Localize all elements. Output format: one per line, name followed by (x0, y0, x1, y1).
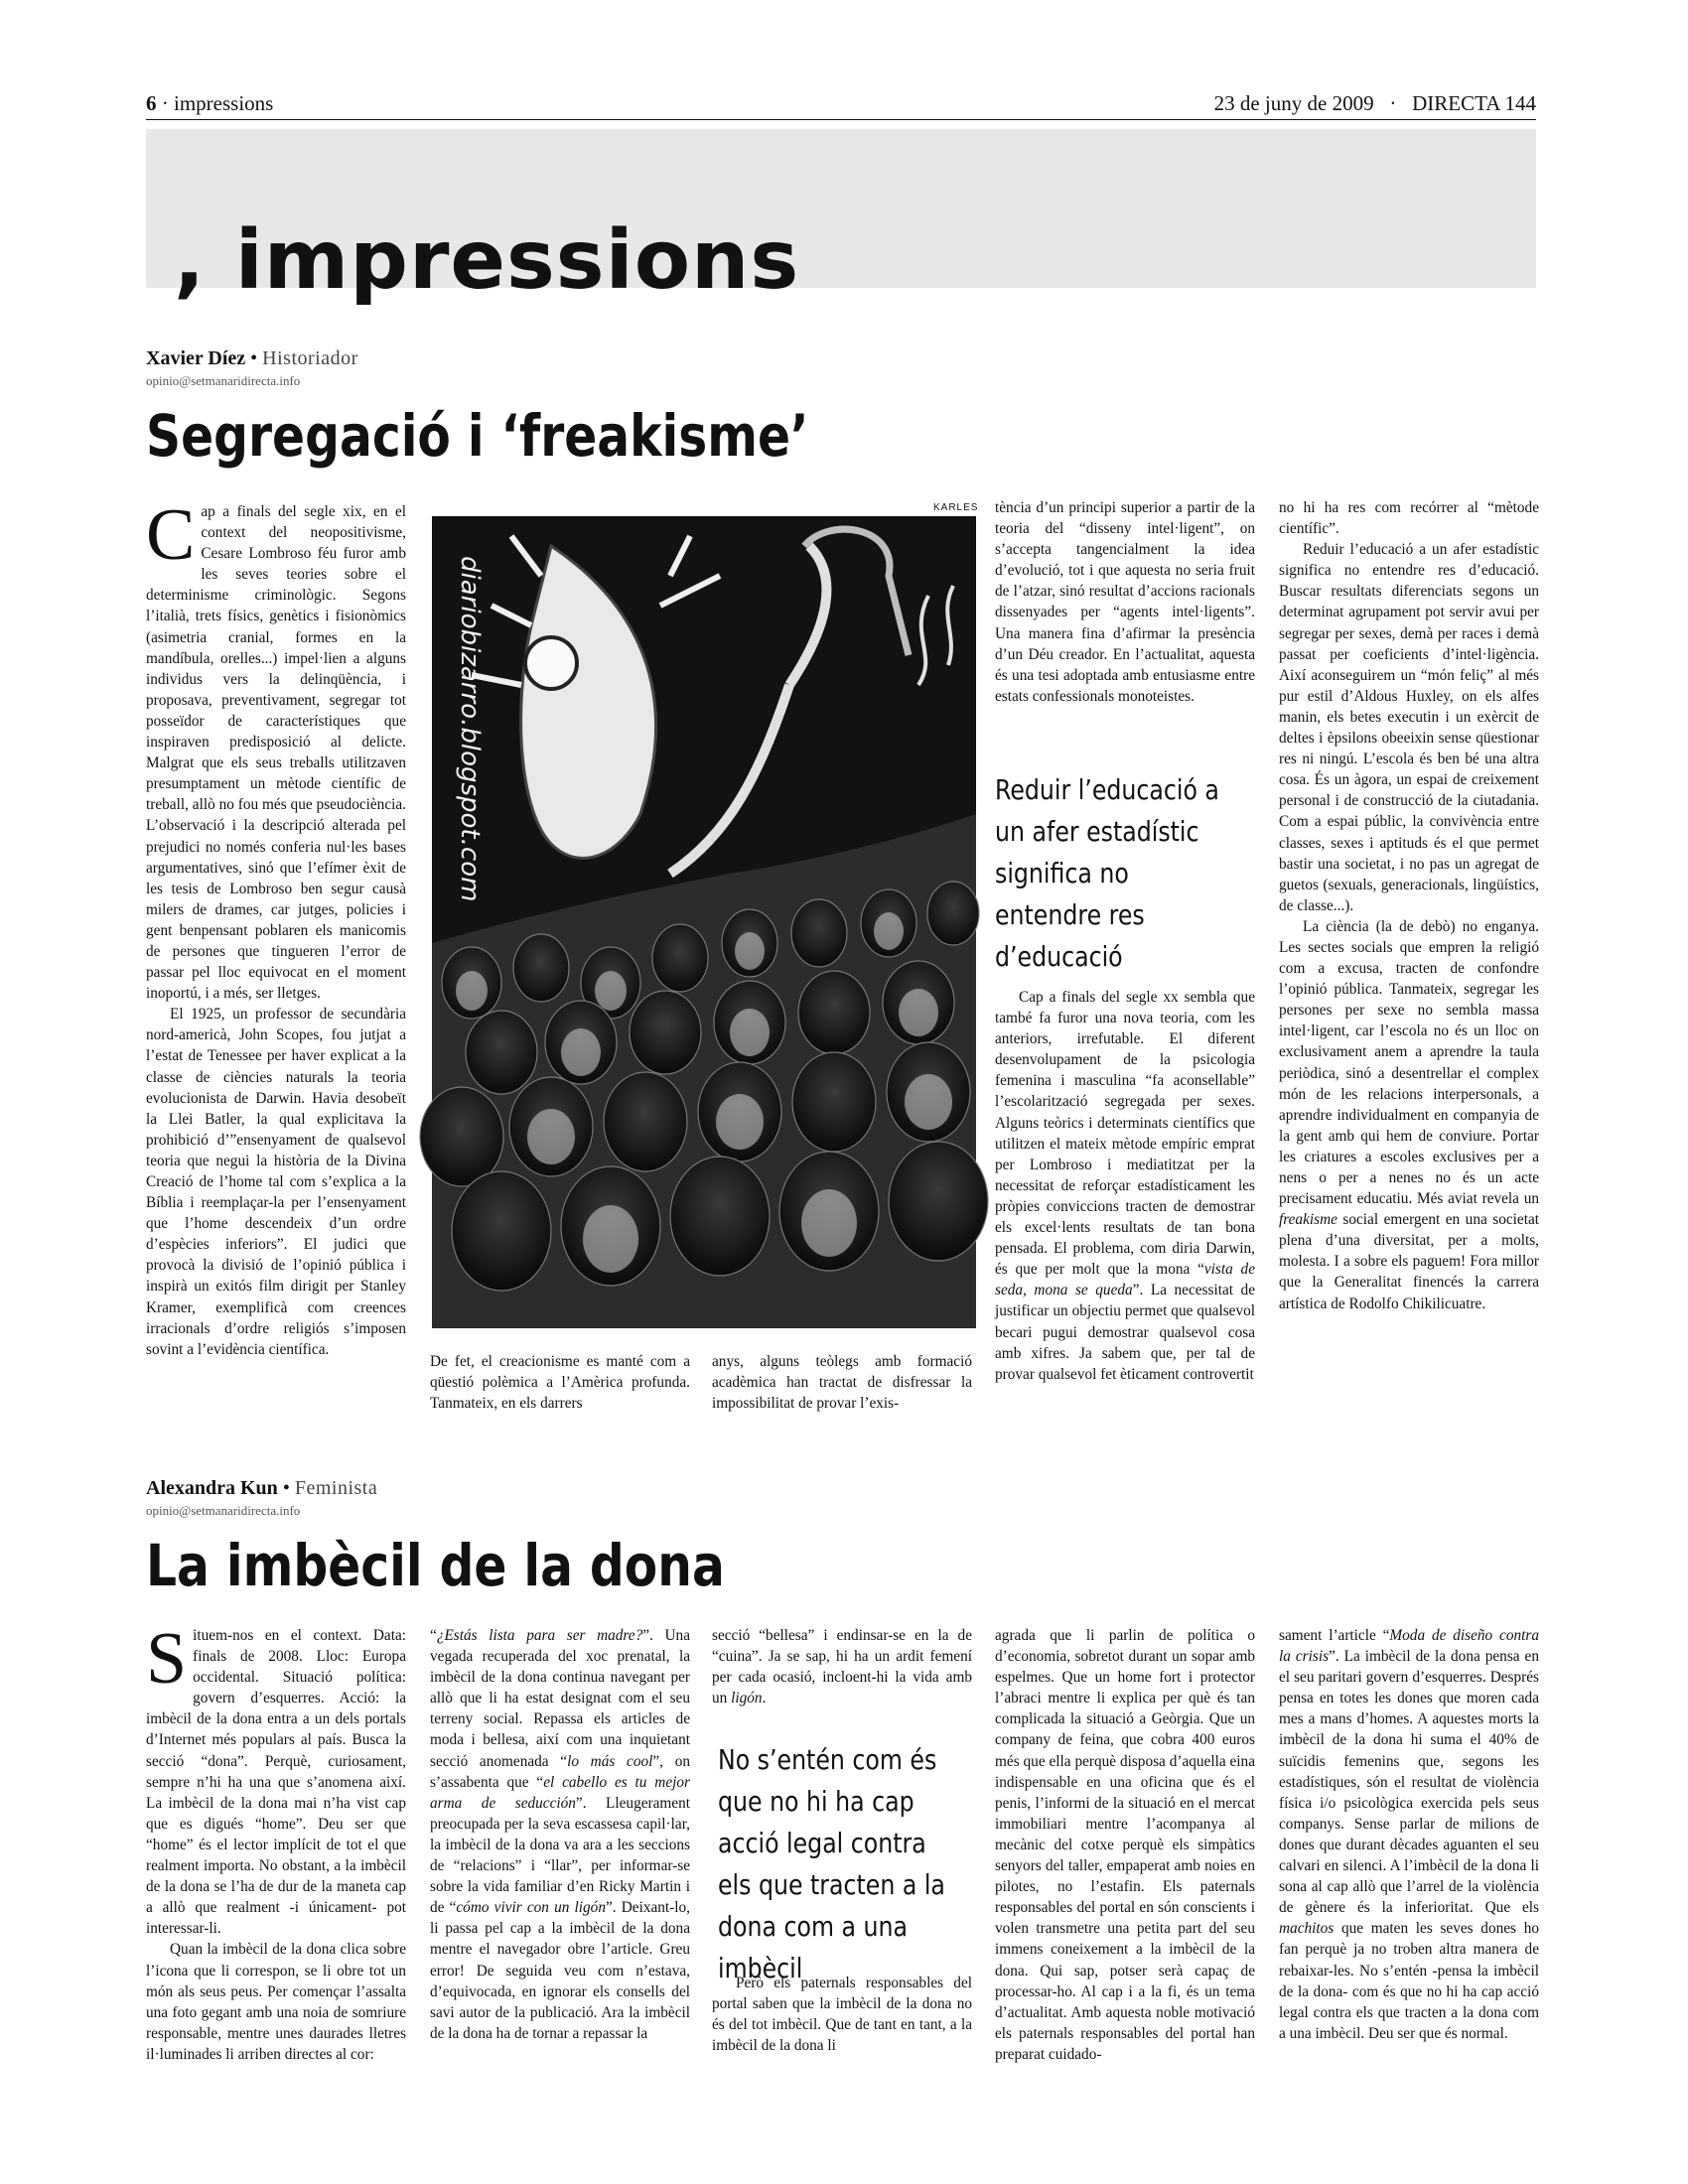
date-separator: · (1389, 91, 1397, 115)
article1-column-4-top (995, 497, 1255, 751)
issue-date: 23 de juny de 2009 (1213, 91, 1374, 115)
article1-headline: Segregació i ‘freakisme’ (146, 402, 809, 470)
article2-column-3-bottom (712, 1973, 972, 2055)
article2-col2-quote-mark: “ (430, 1627, 437, 1644)
article1-column-1 (146, 494, 406, 1434)
article1-col4-text-b: ”. La necessitat de justificar un objectiu permet que qualsevol becari pugui demostrar qualsevol cosa amb xifres. Ja sabem que, per tal de provar qualsevol fet èticament controvertit (995, 1282, 1255, 1383)
article1-column-2: De fet, el creacionisme es manté com a qüestió polèmica a l’Amèrica profunda. Tanmateix, en els darrers (430, 1353, 690, 1413)
image-credit: KARLES (933, 502, 979, 513)
article1-drop-cap: C (146, 494, 196, 576)
section-name: impressions (174, 91, 274, 115)
publication-name: DIRECTA 144 (1412, 91, 1536, 115)
article2-column-5 (1279, 1625, 1539, 2042)
article2-col5-text-a: sament l’article “ (1279, 1627, 1390, 1644)
article2-email: opinio@setmanaridirecta.info (146, 1503, 301, 1518)
article2-col4-paragraph: agrada que li parlin de política o d’economia, sobretot durant un sopar amb espelmes. Que un home fort i protector l’abraci mentre li explica per què és tan complicada la situació a Geòrgia. Que un company de feina, que cobra 400 euros més que ella perquè disposa d’aquella eina indispensable en una oficina que és el penis, l’informi de la situació en el mercat immobiliari mentre l’acompanya al mecànic del cotxe perquè els simpàtics senyors del taller, empaperat amb noies en pilotes, no l’estafin. Els paternals responsables del portal en són conscients i volen transmetre una petita part del seu immens coneixement a la imbècil de la dona. Qui sap, potser serà capaç de processar-ho. Al cap i a la fi, és un tema d’actualitat. Amb aquesta noble motivació els paternals responsables del portal han preparat cuidado- (995, 1627, 1255, 2063)
article2-col2-em-3: el cabello es tu mejor arma de seducción (430, 1773, 690, 1812)
article2-col3-em: ligón (731, 1690, 763, 1707)
article1-col5-paragraph-2: Reduir l’educació a un afer estadístic significa no entendre res d’educació. Buscar resultats diferenciats segons un determinat agrupament pot servir avui per segregar per sexes, demà per races i demà passat per coeficients d’intel·ligència. Així aconseguirem un “món feliç” al més pur estil d’Aldous Huxley, on els alfes manin, els betes executin i un exèrcit de deltes i èpsilons obeeixin sense qüestionar res ni ningú. L’escola és ben bé una altra cosa. És un àgora, un espai de creixement personal i de construcció de la ciutadania. Com a espai públic, la convivència entre classes, sexes i aptituds és el que permet bastir una societat, i no pas un agregat de guetos (sexuals, generacionals, lingüístics, de classe...). (1279, 541, 1539, 914)
article2-col5-text-c: que maten les seves dones ho fan perquè ja no troben altra manera de rebaixar-les. No s’entén -pensa la imbècil de la dona- com és que no hi ha cap acció legal contra els que tracten a la dona com a una imbècil. Deu ser que és normal. (1279, 1920, 1539, 2042)
article1-column-5 (1279, 497, 1539, 1431)
section-banner-title: , impressions (174, 213, 800, 308)
article2-byline (146, 1477, 377, 1500)
article2-col5-text-b: ”. La imbècil de la dona pensa en el seu paritari govern d’esquerres. Després pensa en totes les dones que moren cada mes a mans d’homes. A aquestes morts la imbècil de la dona hi suma el 40% de suïcidis femenins que, segons les estadístiques, són el resultat de violència física i/o psicològica exercida pels seus companys. Sense parlar de milions de dones que durant dècades aguanten el seu calvari en silenci. A l’imbècil de la dona li sona al cap allò que l’arrel de la violència de gènere és la inferioritat. Que els (1279, 1648, 1539, 1917)
header-separator: · (161, 91, 169, 115)
article2-col5-em-2: machitos (1279, 1920, 1335, 1938)
article1-byline (146, 347, 358, 370)
article2-col3-paragraph: Però els paternals responsables del portal saben que la imbècil de la dona no és del tot imbècil. Que de tant en tant, a la imbècil de la dona li (712, 1975, 972, 2055)
illustration-graffiti: diariobizarro.blogspot.com (455, 556, 485, 902)
header-left (146, 91, 273, 116)
article2-role: Feminista (294, 1477, 378, 1499)
article2-col2-em-1: ¿Estás lista para ser madre? (436, 1627, 643, 1644)
header-right (1214, 91, 1536, 116)
article2-paragraph-2: Quan la imbècil de la dona clica sobre l’icona que li correspon, se li obre tot un món als seus peus. Per començar l’assalta una foto gegant amb una noia de somriure responsable, mentre unes daurades lletres il·luminades li arriben directes al cor: (146, 1941, 406, 2063)
article2-column-3-top (712, 1625, 972, 1714)
article2-column-1 (146, 1618, 406, 2063)
article2-col2-text-4: ”. Deixant-lo, li passa pel cap a la imbècil de la dona mentre el navegador obre l’article. Greu error! De seguida veu com n’estava, d’equivocada, en ignorar els consells del savi autor de la publicació. Ara la imbècil de la dona ha de tornar a repassar la (430, 1899, 690, 2042)
article2-pull-quote: No s’entén com és que no hi ha cap acció legal contra els que tracten a la dona com a una imbècil (718, 1744, 945, 1984)
article1-paragraph-2: El 1925, un professor de secundària nord-americà, John Scopes, fou jutjat a l’estat de Tenessee per haver explicat a la classe de ciències naturals la teoria evolucionista de Darwin. Havia desobeït la Llei Batler, la qual explicitava la prohibició d’”ensenyament de qualsevol teoria que negui la història de la Divina Creació de l’home tal com s’explica a la Bíblia i reemplaçar-la per l’ensenyament que l’home descendeix d’un ordre d’espècies inferiors”. El judici que provocà la divisió de l’opinió pública i inspirà un exitós film dirigit per Stanley Kramer, exemplificà com creences irracionals d’ordre religiós s’imposen sovint a l’evidència científica. (146, 1006, 406, 1358)
article2-headline: La imbècil de la dona (146, 1532, 725, 1599)
article2-col2-text-3: ”. Lleugerament preocupada per la seva escassesa capil·lar, la imbècil de la dona va ara a les seccions de “relacions” i “llar”, per informar-se sobre la vida familiar d’en Ricky Martin i de “ (430, 1794, 690, 1917)
article2-column-4 (995, 1625, 1255, 2063)
article1-col5-text-a: La ciència (la de debò) no enganya. Les sectes socials que empren la religió com a excusa, tracten de confondre l’opinió pública. Tanmateix, segregar les persones per sexe no sembla massa intel·ligent, car l’escola no és un lloc on exclusivament anem a aprendre la taula periòdica, sinó a desentrellar el complex món de les relacions interpersonals, a aprendre individualment en companyia de la gent amb qui hem de conviure. Portar les criatures a escoles exclusives per a nens o per a nenes no és un acte precisament educatiu. Més aviat revela un (1279, 917, 1539, 1208)
illustration (432, 516, 976, 1328)
article1-column-3: anys, alguns teòlegs amb formació acadèmica han tractat de disfressar la impossibilitat de provar l’exis- (712, 1353, 972, 1413)
page-number: 6 (146, 91, 157, 115)
article2-col2-text-2: ”, on s’assabenta que “ (430, 1752, 690, 1791)
byline-separator: • (250, 347, 258, 369)
article2-col3-text-a: secció “bellesa” i endinsar-se en la de “cuina”. Ja se sap, hi ha un ardit femení per cada ocasió, incloent-hi la vida amb un (712, 1627, 972, 1707)
article2-paragraph-1: ituem-nos en el context. Data: finals de 2008. Lloc: Europa occidental. Situació política: govern d’esquerres. Acció: la imbècil de la dona entra a un dels portals d’Internet més populars al país. Busca la secció “dona”. Perquè, curiosament, sempre n’hi ha una que s’anomena així. La imbècil de la dona mai n’ha vist cap que es digués “home”. Deu ser que “home” és el lector implícit de tot el que realment importa. No obstant, a la imbècil de la dona se l’ha de dur de la maneta cap a allò que realment -i únicament- pot interessar-li. (146, 1627, 406, 1938)
byline-separator: • (282, 1477, 290, 1499)
article2-drop-cap: S (146, 1618, 188, 1700)
article1-role: Historiador (262, 347, 358, 369)
article1-col4-quote: vista de seda, mona se queda (995, 1261, 1255, 1299)
article2-col2-em-2: lo más cool (567, 1752, 653, 1770)
illustration-graphic (432, 516, 976, 1328)
article2-author: Alexandra Kun (146, 1477, 278, 1499)
article2-col3-text-b: . (762, 1690, 767, 1707)
article1-author: Xavier Díez (146, 347, 246, 369)
article1-col5-text-b: social emergent en una societat plena d’una diversitat, per a molts, molesta. I a sobre els paguem! Fora millor que la Generalitat finencés la carrera artística de Rodolfo Chikilicuatre. (1279, 1211, 1539, 1312)
article1-pull-quote: Reduir l’educació a un afer estadístic significa no entendre res d’educació (995, 774, 1219, 973)
section-banner (146, 129, 1536, 308)
article1-paragraph-1: ap a finals del segle xix, en el context del neopositivisme, Cesare Lombroso féu furor amb les seves teories sobre el determinisme criminològic. Segons l’italià, trets físics, genètics i fisionòmics (asimetria cranial, formes en la mandíbula, orelles...) impel·lien a alguns individus vers la delinqüència, i proposava, preventivament, segregar tot posseïdor de característiques que inspiraven predisposició al delicte. Malgrat que els seus treballs utilitzaven presumptament un mètode científic de treball, allò no fou més que pseudociència. L’observació i la descripció alterada pel prejudici no només conferia nul·les bases argumentatives, sinó que l’efímer èxit de les tesis de Lombroso ben segur causà milers de drames, car jutges, policies i gent benpensant poblaren els manicomis de persones que tingueren l’error de passar pel lloc equivocat en el moment inoportú, i a més, ser lletges. (146, 503, 406, 1003)
article1-col5-paragraph-1: no hi ha res com recórrer al “mètode científic”. (1279, 499, 1539, 538)
article1-col4-text-a: Cap a finals del segle xx sembla que també fa furor una nova teoria, com les anteriors, irrefutable. El diferent desenvolupament de la psicologia femenina i masculina “fa aconsellable” l’escolarització segregada per sexes. Alguns teòrics i determinats científics que utilitzen el mateix mètode empíric emprat per Lombroso i mediatitzat per la necessitat de reforçar estadísticament les pròpies conviccions tracten de demostrar els excel·lents resultats de tan bona pensada. El problema, com diria Darwin, és que per molt que la mona “ (995, 989, 1255, 1279)
article1-col4-paragraph: tència d’un principi superior a partir de la teoria del “disseny intel·ligent”, on s’accepta tangencialment la idea d’evolució, tot i que aquesta no seria fruit de l’atzar, sinó resultat d’accions racionals dissenyades per “agents intel·ligents”. Una manera fina d’afirmar la presència d’un Déu creador. En l’actualitat, aquesta és una tesi adoptada amb entusiasme entre estats confessionals monoteistes. (995, 499, 1255, 705)
article2-col2-text-1: ”. Una vegada recuperada del xoc prenatal, la imbècil de la dona continua navegant per allò que li ha estat designat com el seu terreny social. Repassa els articles de moda i bellesa, així com una inquietant secció anomenada “ (430, 1627, 690, 1770)
article1-column-4-bottom (995, 987, 1255, 1429)
article2-column-2 (430, 1625, 690, 2042)
article2-col5-em-1: Moda de diseño contra la crisis (1279, 1627, 1539, 1666)
article1-col5-emphasis: freakisme (1279, 1211, 1337, 1229)
article2-col2-em-4: cómo vivir con un ligón (456, 1899, 606, 1917)
article1-email: opinio@setmanaridirecta.info (146, 373, 301, 388)
running-header (146, 87, 1536, 120)
